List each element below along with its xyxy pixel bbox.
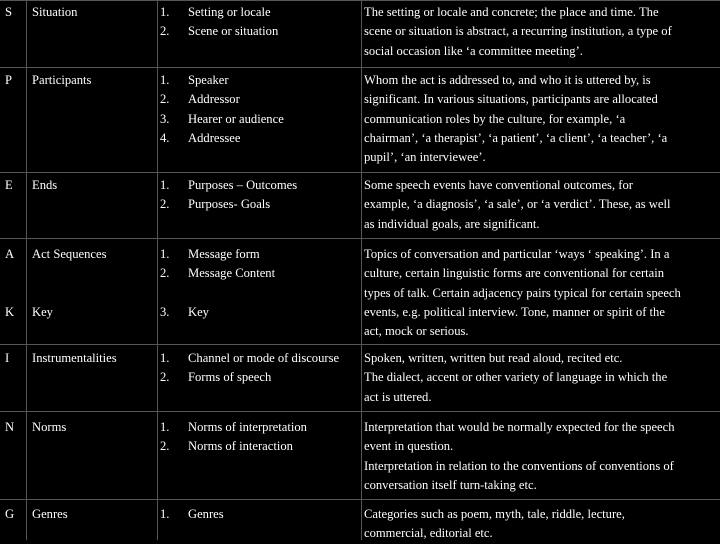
- row-description-act-sequences-key: Topics of conversation and particular ‘ways ‘ speaking’. In a culture, certain linguistic forms are conventional for certain types of talk. Certain adjacency pairs typical for certain speech events, e.g. political interview. Tone, manner or spirit of the act, mock or serious.: [364, 247, 681, 339]
- row-divider: [0, 344, 720, 345]
- row-name: Situation: [32, 5, 78, 19]
- row-letter: S: [5, 5, 13, 19]
- item-numbers: 1.: [160, 507, 170, 521]
- row-name: Key: [32, 305, 53, 319]
- item-components: Purposes – Outcomes Purposes- Goals: [188, 178, 298, 212]
- row-name: Ends: [32, 178, 58, 192]
- row-name: Act Sequences: [32, 247, 107, 261]
- row-name: Instrumentalities: [32, 351, 117, 365]
- row-name: Genres: [32, 507, 68, 521]
- row-divider: [0, 172, 720, 173]
- row-divider: [0, 411, 720, 412]
- row-divider: [0, 67, 720, 68]
- item-numbers: 1. 2.: [160, 247, 170, 281]
- item-components: Genres: [188, 507, 224, 521]
- row-divider: [0, 499, 720, 500]
- row-name: Norms: [32, 420, 67, 434]
- item-numbers: 1. 2. 3. 4.: [160, 73, 170, 145]
- item-components: Norms of interpretation Norms of interaction: [188, 420, 307, 454]
- row-description: Spoken, written, written but read aloud, recited etc. The dialect, accent or other variety of language in which the act is uttered.: [364, 351, 668, 404]
- item-numbers: 3.: [160, 305, 170, 319]
- item-components: Setting or locale Scene or situation: [188, 5, 279, 39]
- row-letter: N: [5, 420, 15, 434]
- column-divider: [361, 0, 362, 540]
- item-components: Message form Message Content: [188, 247, 276, 281]
- row-divider: [0, 238, 720, 239]
- item-components: Channel or mode of discourse Forms of speech: [188, 351, 340, 385]
- item-numbers: 1. 2.: [160, 351, 170, 385]
- item-components: Speaker Addressor Hearer or audience Addressee: [188, 73, 284, 145]
- row-description: Whom the act is addressed to, and who it is uttered by, is significant. In various situations, participants are allocated communication roles by the culture, for example, ‘a chairman’, ‘a therapist’, ‘a patient’, ‘a client’, ‘a teacher’, ‘a pupil’, ‘an interviewee’.: [364, 73, 668, 165]
- item-numbers: 1. 2.: [160, 178, 170, 212]
- column-divider: [26, 0, 27, 540]
- row-letter: P: [5, 73, 13, 87]
- row-letter: I: [5, 351, 10, 365]
- row-name: Participants: [32, 73, 92, 87]
- row-letter: K: [5, 305, 15, 319]
- row-letter: A: [5, 247, 15, 261]
- row-description: The setting or locale and concrete; the place and time. The scene or situation is abstract, a recurring institution, a type of social occasion like ‘a committee meeting’.: [364, 5, 672, 58]
- row-letter: E: [5, 178, 13, 192]
- row-divider: [0, 0, 720, 1]
- row-description: Some speech events have conventional outcomes, for example, ‘a diagnosis’, ‘a sale’, or ‘a verdict’. These, as well as individual goals, are significant.: [364, 178, 671, 231]
- row-letter: G: [5, 507, 15, 521]
- item-components: Key: [188, 305, 209, 319]
- row-description: Interpretation that would be normally expected for the speech event in question. Interpretation in relation to the conventions of conventions of conversation itself turn-taking etc.: [364, 420, 675, 492]
- row-description: Categories such as poem, myth, tale, riddle, lecture, commercial, editorial etc.: [364, 507, 625, 541]
- item-numbers: 1. 2.: [160, 420, 170, 454]
- item-numbers: 1. 2.: [160, 5, 170, 39]
